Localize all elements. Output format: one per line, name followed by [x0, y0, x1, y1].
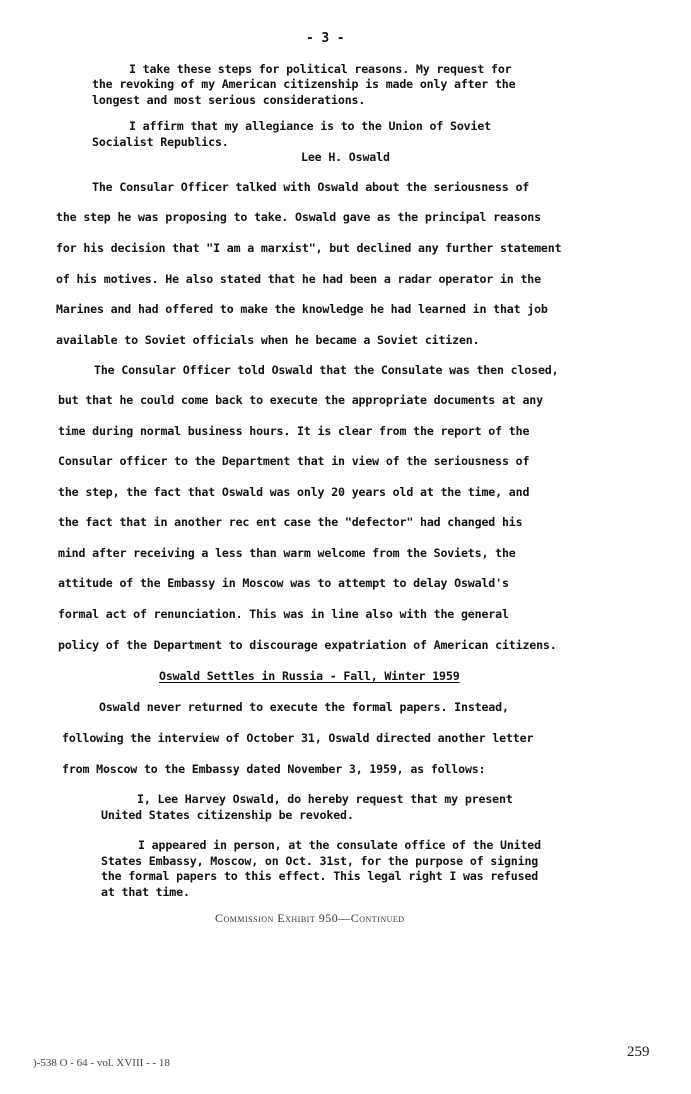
para2-line: Consular officer to the Department that in view of the seriousness of: [58, 454, 530, 468]
footer-code: )-538 O - 64 - vol. XVIII - - 18: [33, 1057, 170, 1069]
quote2-line: I, Lee Harvey Oswald, do hereby request that my present: [137, 792, 513, 806]
section-heading: Oswald Settles in Russia - Fall, Winter 1959: [159, 669, 460, 683]
para3-line: Oswald never returned to execute the formal papers. Instead,: [99, 700, 509, 714]
quote2-line: I appeared in person, at the consulate office of the United: [138, 838, 541, 852]
para2-line: the step, the fact that Oswald was only 20 years old at the time, and: [58, 485, 530, 499]
signature: Lee H. Oswald: [301, 150, 390, 164]
para2-line: the fact that in another rec ent case the "defector" had changed his: [58, 515, 523, 529]
para1-line: Marines and had offered to make the knowledge he had learned in that job: [56, 302, 548, 316]
para3-line: following the interview of October 31, Oswald directed another letter: [62, 731, 534, 745]
para2-line: mind after receiving a less than warm welcome from the Soviets, the: [58, 546, 516, 560]
exhibit-caption: Commission Exhibit 950—Continued: [215, 911, 405, 925]
para1-line: available to Soviet officials when he became a Soviet citizen.: [56, 333, 480, 347]
quote2-line: the formal papers to this effect. This legal right I was refused: [101, 869, 539, 883]
para1-line: the step he was proposing to take. Oswald gave as the principal reasons: [56, 210, 541, 224]
para2-line: The Consular Officer told Oswald that the Consulate was then closed,: [94, 363, 559, 377]
para2-line: policy of the Department to discourage expatriation of American citizens.: [58, 638, 557, 652]
quote1-line: I take these steps for political reasons. My request for: [129, 62, 512, 76]
page-marker: - 3 -: [306, 31, 345, 46]
quote2-line: United States citizenship be revoked.: [101, 808, 354, 822]
para2-line: time during normal business hours. It is clear from the report of the: [58, 424, 530, 438]
para3-line: from Moscow to the Embassy dated November 3, 1959, as follows:: [62, 762, 486, 776]
para1-line: for his decision that "I am a marxist", but declined any further statement: [56, 241, 562, 255]
quote1-line: Socialist Republics.: [92, 135, 229, 149]
para1-line: of his motives. He also stated that he had been a radar operator in the: [56, 272, 541, 286]
para2-line: but that he could come back to execute the appropriate documents at any: [58, 393, 543, 407]
page-number: 259: [627, 1044, 650, 1060]
quote1-line: I affirm that my allegiance is to the Union of Soviet: [129, 119, 491, 133]
para2-line: attitude of the Embassy in Moscow was to attempt to delay Oswald's: [58, 576, 509, 590]
quote2-line: at that time.: [101, 885, 190, 899]
para2-line: formal act of renunciation. This was in line also with the general: [58, 607, 509, 621]
quote1-line: longest and most serious considerations.: [92, 93, 366, 107]
quote1-line: the revoking of my American citizenship is made only after the: [92, 77, 516, 91]
quote2-line: States Embassy, Moscow, on Oct. 31st, for the purpose of signing: [101, 854, 539, 868]
para1-line: The Consular Officer talked with Oswald about the seriousness of: [92, 180, 530, 194]
